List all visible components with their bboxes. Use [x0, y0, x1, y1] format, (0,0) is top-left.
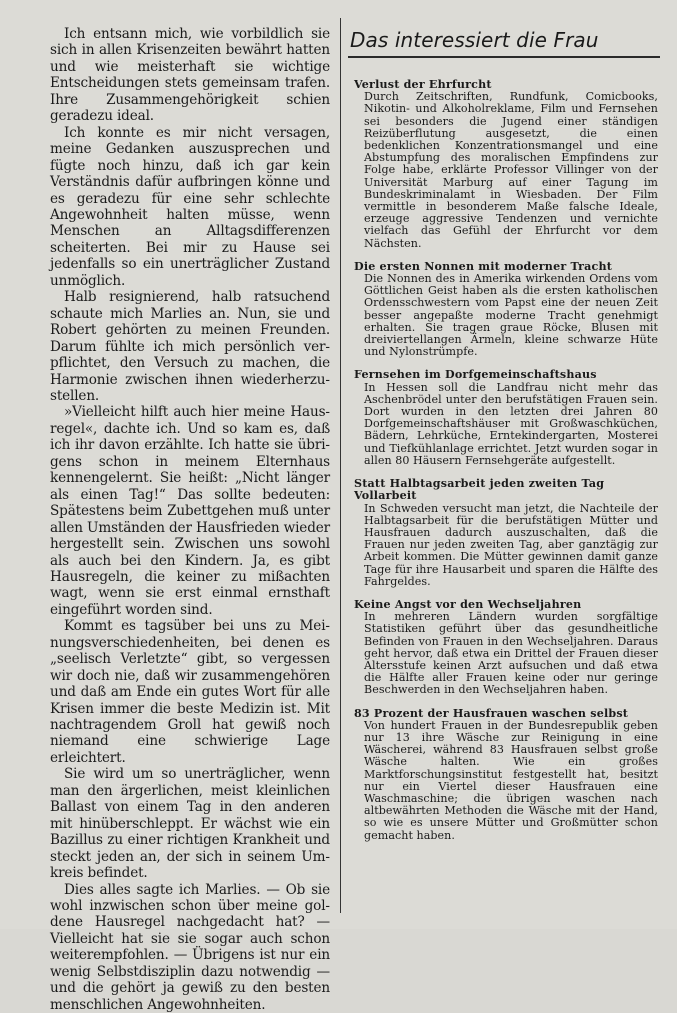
story-column: [50, 26, 330, 1013]
news-heading: Fernsehen im Dorfgemeinschaftshaus: [354, 368, 597, 382]
news-item: [354, 708, 658, 842]
news-item: [354, 261, 658, 359]
news-text: Die Nonnen des in Amerika wirkenden Ordens vom Göttlichen Geist haben als die ersten katholischen Ordensschwestern vom Papst eine der neuen Zeit besser angepaßte moderne Tracht genehmigt erhalten. Sie tragen graue Röcke, Blusen mit dreiviertellangen Ärmeln, kleine schwarze Hüte und Nylonstrümpfe.: [364, 272, 658, 359]
story-paragraph: Kommt es tagsüber bei uns zu Meinungsverschiedenheiten, bei denen es „seelisch Verletzte“ gibt, so vergessen wir doch nie, daß wir zusammengehören und daß am Ende ein gutes Wort für alle Krisen immer die beste Medizin ist. Mit nachtragendem Groll hat gewiß noch niemand eine schwierige Lage erleichtert.: [50, 618, 330, 766]
story-paragraph: Dies alles sagte ich Marlies. — Ob sie wohl inzwischen schon über meine goldene Hausregel nachgedacht hat? — Vielleicht hat sie sie sogar auch schon weiterempfohlen. — Übrigens ist nur ein wenig Selbstdisziplin dazu notwendig — und die gehört ja gewiß zu den besten menschlichen Angewohnheiten.: [50, 881, 330, 1013]
story-paragraph: Ich entsann mich, wie vorbildlich sie sich in allen Krisenzeiten bewährt hatten und wie meisterhaft sie wichtige Entscheidungen stets gemeinsam trafen. Ihre Zusammengehörigkeit schien geradezu ideal.: [50, 26, 330, 125]
news-heading: Die ersten Nonnen mit moderner Tracht: [354, 259, 613, 273]
news-text: In mehreren Ländern wurden sorgfältige Statistiken geführt über das gesundheitliche Befinden von Frauen in den Wechseljahren. Daraus geht hervor, daß etwa ein Drittel der Frauen dieser Altersstufe keinen Arzt aufsuchen und daß etwa die Hälfte aller Frauen keine oder nur geringe Beschwerden in den Wechseljahren haben.: [364, 610, 658, 697]
news-column: [354, 79, 658, 853]
news-item: [354, 599, 658, 697]
story-paragraph: Halb resignierend, halb ratsuchend schaute mich Marlies an. Nun, sie und Robert gehörten zu meinen Freunden. Darum fühlte ich mich persönlich verpflichtet, den Versuch zu machen, die Harmonie zwischen ihnen wiederherzustellen.: [50, 289, 330, 404]
story-paragraph: Ich konnte es mir nicht versagen, meine Gedanken auszusprechen und fügte noch hinzu, daß ich gar kein Verständnis dafür aufbringen könne und es geradezu für eine sehr schlechte Angewohnheit halten müsse, wenn Menschen an Alltagsdifferenzen scheiterten. Bei mir zu Hause sei jedenfalls so ein unerträglicher Zustand unmöglich.: [50, 124, 330, 289]
news-text: Durch Zeitschriften, Rundfunk, Comicbooks, Nikotin- und Alkoholreklame, Film und Fernsehen sei besonders die Jugend einer ständigen Reizüberflutung ausgesetzt, die einen bedenklichen Konzentrationsmangel und eine Abstumpfung des moralischen Empfindens zur Folge habe, erklärte Professor Villinger von der Universität Marburg auf einer Tagung im Bundeskriminalamt in Wiesbaden. Der Film vermittle in besonderem Maße falsche Ideale, erzeuge aggressive Tendenzen und vernichte vielfach das Gefühl der Ehrfurcht vor dem Nächsten.: [364, 90, 658, 250]
section-title: Das interessiert die Frau: [350, 28, 599, 52]
section-header: [348, 26, 660, 58]
news-heading: Statt Halbtagsarbeit jeden zweiten Tag Vollarbeit: [354, 477, 605, 503]
news-text: Von hundert Frauen in der Bundesrepublik geben nur 13 ihre Wäsche zur Reinigung in eine Wäscherei, während 83 Hausfrauen selbst große Wäsche halten. Wie ein großes Marktforschungsinstitut festgestellt hat, besitzt nur ein Viertel dieser Hausfrauen eine Waschmaschine; die übrigen waschen nach altbewährten Methoden die Wäsche mit der Hand, so wie es unsere Mütter und Großmütter schon gemacht haben.: [364, 718, 658, 842]
news-text: In Hessen soll die Landfrau nicht mehr das Aschenbrödel unter den berufstätigen Frauen sein. Dort wurden in den letzten drei Jahren 80 Dorfgemeinschaftshäuser mit Großwaschküchen, Bädern, Lehrküche, Erntekindergarten, Mosterei und Tiefkühlanlage errichtet. Jetzt wurden sogar in allen 80 Häusern Fernsehgeräte aufgestellt.: [364, 380, 658, 467]
news-item: [354, 369, 658, 467]
column-divider: [340, 18, 341, 913]
story-paragraph: »Vielleicht hilft auch hier meine Hausregel«, dachte ich. Und so kam es, daß ich ihr davon erzählte. Ich hatte sie übrigens schon in meinem Elternhaus kennengelernt. Sie heißt: „Nicht länger als einen Tag!“ Das sollte bedeuten: Spätestens beim Zubettgehen muß unter allen Umständen der Hausfrieden wieder hergestellt sein. Zwischen uns sowohl als auch bei den Kindern. Ja, es gibt Hausregeln, die keiner zu mißachten wagt, wenn sie erst einmal ernsthaft eingeführt worden sind.: [50, 404, 330, 618]
news-heading: Verlust der Ehrfurcht: [354, 78, 492, 91]
news-item: [354, 478, 658, 588]
news-text: In Schweden versucht man jetzt, die Nachteile der Halbtagsarbeit für die berufstätigen Mütter und Hausfrauen dadurch auszuschalten, daß die Frauen nur jeden zweiten Tag, aber ganztägig zur Arbeit kommen. Die Mütter gewinnen damit ganze Tage für ihre Hausarbeit und sparen die Hälfte des Fahrgeldes.: [364, 501, 658, 588]
story-paragraph: Sie wird um so unerträglicher, wenn man den ärgerlichen, meist kleinlichen Ballast von einem Tag in den anderen mit hinüberschleppt. Er wächst wie ein Bazillus zu einer richtigen Krankheit und steckt jeden an, der sich in seinem Umkreis befindet.: [50, 766, 330, 882]
news-heading: 83 Prozent der Hausfrauen waschen selbst: [354, 706, 629, 720]
news-heading: Keine Angst vor den Wechseljahren: [354, 597, 582, 611]
news-item: [354, 79, 658, 250]
